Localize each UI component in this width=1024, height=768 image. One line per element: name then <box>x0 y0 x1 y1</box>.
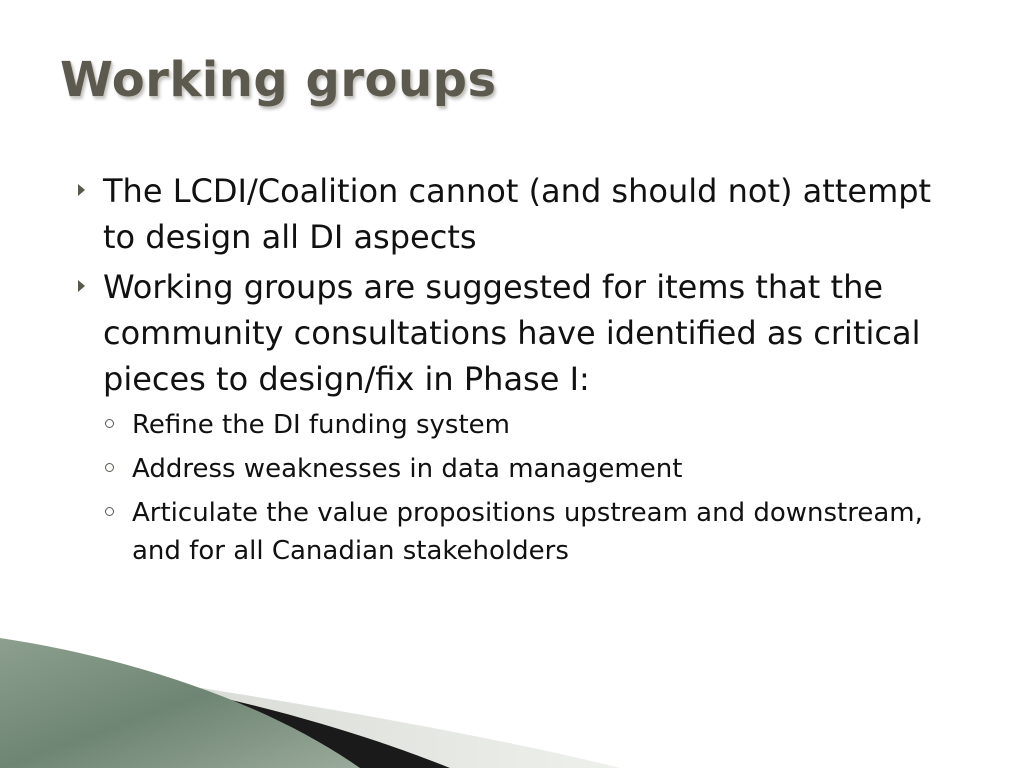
subbullet-list <box>72 406 972 570</box>
subbullet-item <box>72 494 972 570</box>
corner-swoosh-decoration <box>0 638 1024 768</box>
triangle-right-icon <box>78 280 85 292</box>
bullet-text: The LCDI/Coalition cannot (and should not) attempt to design all DI aspects <box>103 172 932 256</box>
subbullet-text: Address weaknesses in data management <box>132 454 683 484</box>
bullet-item <box>72 264 972 402</box>
subbullet-item <box>72 450 972 488</box>
subbullet-text: Refine the DI funding system <box>132 410 510 440</box>
slide-title: Working groups <box>60 52 497 108</box>
hollow-circle-icon <box>105 507 114 516</box>
subbullet-item <box>72 406 972 444</box>
triangle-right-icon <box>78 184 85 196</box>
subbullet-text: Articulate the value propositions upstream and downstream, and for all Canadian stakeholders <box>132 498 923 566</box>
hollow-circle-icon <box>105 463 114 472</box>
hollow-circle-icon <box>105 419 114 428</box>
bullet-text: Working groups are suggested for items that the community consultations have identified as critical pieces to design/fix in Phase I: <box>103 268 921 398</box>
swoosh-green <box>0 638 360 768</box>
bullet-item <box>72 168 972 260</box>
slide-content <box>72 168 972 576</box>
